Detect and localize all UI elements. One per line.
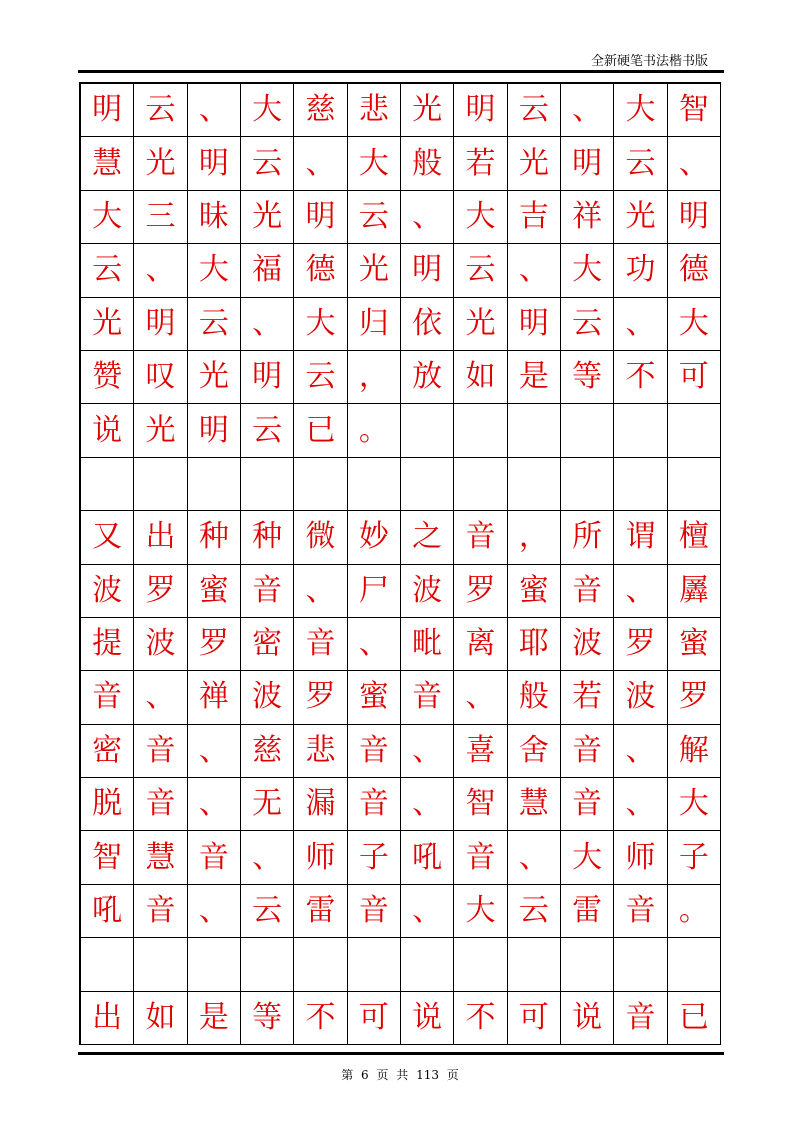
grid-cell — [81, 938, 134, 991]
grid-cell: 大 — [561, 244, 614, 297]
grid-cell — [134, 938, 187, 991]
grid-cell: 、 — [401, 725, 454, 778]
grid-cell: 吉 — [508, 191, 561, 244]
footer-rule — [78, 1052, 724, 1055]
grid-cell: 明 — [454, 84, 507, 137]
grid-cell: 无 — [241, 778, 294, 831]
grid-cell: 智 — [454, 778, 507, 831]
grid-cell — [508, 938, 561, 991]
grid-cell: 祥 — [561, 191, 614, 244]
grid-cell: 尸 — [348, 565, 401, 618]
grid-cell: 等 — [561, 351, 614, 404]
grid-cell: 、 — [401, 885, 454, 938]
grid-cell: 大 — [241, 84, 294, 137]
grid-cell: 光 — [81, 298, 134, 351]
grid-cell — [134, 458, 187, 511]
grid-cell: 、 — [614, 298, 667, 351]
grid-cell: 耶 — [508, 618, 561, 671]
grid-cell: 音 — [134, 885, 187, 938]
grid-cell: 、 — [614, 725, 667, 778]
grid-cell: 云 — [241, 885, 294, 938]
grid-cell: 德 — [668, 244, 721, 297]
grid-cell: 罗 — [188, 618, 241, 671]
grid-cell: 。 — [348, 404, 401, 457]
grid-cell: 、 — [241, 831, 294, 884]
grid-cell: 、 — [561, 84, 614, 137]
grid-cell: 光 — [241, 191, 294, 244]
grid-cell: 羼 — [668, 565, 721, 618]
grid-cell: 云 — [508, 84, 561, 137]
grid-cell: 音 — [348, 778, 401, 831]
grid-cell: 吼 — [401, 831, 454, 884]
grid-cell: 光 — [508, 137, 561, 190]
grid-cell — [508, 458, 561, 511]
grid-cell: 明 — [294, 191, 347, 244]
grid-cell: 波 — [561, 618, 614, 671]
grid-cell: 光 — [401, 84, 454, 137]
grid-cell: 音 — [401, 671, 454, 724]
grid-cell: 光 — [134, 404, 187, 457]
grid-cell: 光 — [348, 244, 401, 297]
grid-cell: 慈 — [294, 84, 347, 137]
grid-cell: 蜜 — [668, 618, 721, 671]
grid-cell — [561, 938, 614, 991]
grid-cell: 说 — [561, 992, 614, 1045]
grid-cell — [454, 458, 507, 511]
grid-cell: 慧 — [508, 778, 561, 831]
grid-cell — [454, 938, 507, 991]
grid-cell: 悲 — [348, 84, 401, 137]
grid-cell: 罗 — [454, 565, 507, 618]
grid-cell — [561, 404, 614, 457]
grid-cell: 音 — [134, 778, 187, 831]
grid-cell: 种 — [188, 511, 241, 564]
grid-cell: 、 — [134, 671, 187, 724]
grid-cell: 、 — [401, 778, 454, 831]
grid-cell: 明 — [241, 351, 294, 404]
grid-cell: 智 — [81, 831, 134, 884]
grid-cell: 音 — [348, 725, 401, 778]
grid-cell: 、 — [614, 565, 667, 618]
grid-cell: 悲 — [294, 725, 347, 778]
grid-cell: 不 — [454, 992, 507, 1045]
grid-cell: 明 — [134, 298, 187, 351]
grid-cell: 、 — [401, 191, 454, 244]
grid-cell: 如 — [454, 351, 507, 404]
grid-cell: 大 — [188, 244, 241, 297]
grid-cell: 提 — [81, 618, 134, 671]
grid-cell — [401, 938, 454, 991]
grid-cell: 、 — [614, 778, 667, 831]
grid-cell: 云 — [188, 298, 241, 351]
grid-cell: 谓 — [614, 511, 667, 564]
grid-cell: 可 — [508, 992, 561, 1045]
grid-cell: 漏 — [294, 778, 347, 831]
grid-cell: 喜 — [454, 725, 507, 778]
grid-cell: 云 — [81, 244, 134, 297]
grid-cell: 音 — [454, 511, 507, 564]
grid-cell: 云 — [454, 244, 507, 297]
grid-cell: 光 — [134, 137, 187, 190]
grid-cell — [614, 458, 667, 511]
grid-cell: 不 — [294, 992, 347, 1045]
grid-cell: 种 — [241, 511, 294, 564]
grid-cell: 禅 — [188, 671, 241, 724]
grid-cell: 、 — [188, 725, 241, 778]
grid-cell: 雷 — [294, 885, 347, 938]
grid-cell: ， — [508, 511, 561, 564]
grid-cell: 大 — [454, 191, 507, 244]
grid-cell: 大 — [668, 298, 721, 351]
grid-cell: 、 — [348, 618, 401, 671]
grid-cell: 音 — [81, 671, 134, 724]
grid-cell: 昧 — [188, 191, 241, 244]
grid-cell: 妙 — [348, 511, 401, 564]
grid-cell: 智 — [668, 84, 721, 137]
grid-cell: 大 — [561, 831, 614, 884]
grid-cell: 云 — [614, 137, 667, 190]
grid-cell: 叹 — [134, 351, 187, 404]
grid-cell — [241, 938, 294, 991]
grid-cell: 、 — [188, 778, 241, 831]
header-rule — [78, 70, 724, 73]
grid-cell: 罗 — [294, 671, 347, 724]
grid-cell: 波 — [134, 618, 187, 671]
grid-cell: 师 — [614, 831, 667, 884]
grid-cell: 、 — [508, 244, 561, 297]
grid-cell: 是 — [188, 992, 241, 1045]
grid-cell: 大 — [614, 84, 667, 137]
grid-cell: 、 — [508, 831, 561, 884]
grid-cell: 大 — [81, 191, 134, 244]
grid-cell: 音 — [561, 565, 614, 618]
grid-cell — [81, 458, 134, 511]
grid-cell — [294, 458, 347, 511]
grid-cell: 、 — [454, 671, 507, 724]
grid-cell: 吼 — [81, 885, 134, 938]
grid-cell — [668, 404, 721, 457]
grid-cell: 檀 — [668, 511, 721, 564]
grid-cell: ， — [348, 351, 401, 404]
grid-cell: 脱 — [81, 778, 134, 831]
grid-cell: 波 — [81, 565, 134, 618]
grid-cell: 慧 — [81, 137, 134, 190]
grid-cell — [508, 404, 561, 457]
grid-cell: 音 — [241, 565, 294, 618]
grid-cell: 密 — [81, 725, 134, 778]
grid-cell — [668, 458, 721, 511]
grid-cell — [561, 458, 614, 511]
grid-cell: 云 — [561, 298, 614, 351]
grid-cell: 又 — [81, 511, 134, 564]
grid-cell: 波 — [241, 671, 294, 724]
grid-cell: 音 — [614, 992, 667, 1045]
grid-cell: 之 — [401, 511, 454, 564]
grid-cell: 德 — [294, 244, 347, 297]
grid-cell: 大 — [348, 137, 401, 190]
grid-cell: 云 — [508, 885, 561, 938]
grid-cell: 、 — [668, 137, 721, 190]
grid-cell: 云 — [294, 351, 347, 404]
grid-cell: 明 — [668, 191, 721, 244]
grid-cell: 明 — [561, 137, 614, 190]
grid-cell: 大 — [454, 885, 507, 938]
grid-cell: 罗 — [134, 565, 187, 618]
grid-cell — [614, 404, 667, 457]
grid-cell: 波 — [614, 671, 667, 724]
grid-cell: 音 — [614, 885, 667, 938]
grid-cell: 云 — [241, 404, 294, 457]
grid-cell: 功 — [614, 244, 667, 297]
grid-cell: 蜜 — [188, 565, 241, 618]
grid-cell: 、 — [188, 84, 241, 137]
grid-cell — [454, 404, 507, 457]
grid-cell: 、 — [188, 885, 241, 938]
grid-cell — [294, 938, 347, 991]
grid-cell: 出 — [134, 511, 187, 564]
grid-cell: 若 — [561, 671, 614, 724]
grid-cell: 是 — [508, 351, 561, 404]
grid-cell: 赞 — [81, 351, 134, 404]
grid-cell: 明 — [401, 244, 454, 297]
grid-cell: 可 — [348, 992, 401, 1045]
grid-cell: 离 — [454, 618, 507, 671]
grid-cell: 已 — [294, 404, 347, 457]
grid-cell: 云 — [241, 137, 294, 190]
grid-cell: 音 — [294, 618, 347, 671]
grid-cell: 说 — [401, 992, 454, 1045]
grid-cell: 音 — [134, 725, 187, 778]
grid-cell: 若 — [454, 137, 507, 190]
grid-cell — [188, 458, 241, 511]
grid-cell: 。 — [668, 885, 721, 938]
grid-cell: 舍 — [508, 725, 561, 778]
grid-cell: 、 — [134, 244, 187, 297]
grid-cell: 蜜 — [348, 671, 401, 724]
grid-cell: 般 — [508, 671, 561, 724]
grid-cell: 、 — [294, 137, 347, 190]
grid-cell: 不 — [614, 351, 667, 404]
grid-cell: 三 — [134, 191, 187, 244]
grid-cell: 微 — [294, 511, 347, 564]
grid-cell: 雷 — [561, 885, 614, 938]
grid-cell: 子 — [348, 831, 401, 884]
grid-cell: 放 — [401, 351, 454, 404]
grid-cell: 明 — [188, 137, 241, 190]
grid-cell: 罗 — [668, 671, 721, 724]
header-title: 全新硬笔书法楷书版 — [590, 54, 708, 69]
grid-cell: 师 — [294, 831, 347, 884]
grid-cell: 归 — [348, 298, 401, 351]
grid-cell — [188, 938, 241, 991]
grid-cell — [668, 938, 721, 991]
grid-cell: 明 — [188, 404, 241, 457]
grid-cell — [241, 458, 294, 511]
grid-cell: 云 — [348, 191, 401, 244]
grid-cell: 音 — [561, 778, 614, 831]
grid-cell: 密 — [241, 618, 294, 671]
grid-cell: 音 — [454, 831, 507, 884]
grid-cell — [401, 458, 454, 511]
grid-cell: 明 — [508, 298, 561, 351]
grid-cell: 毗 — [401, 618, 454, 671]
grid-cell: 已 — [668, 992, 721, 1045]
grid-cell: 罗 — [614, 618, 667, 671]
grid-cell: 光 — [614, 191, 667, 244]
grid-cell — [401, 404, 454, 457]
grid-cell: 、 — [241, 298, 294, 351]
grid-cell: 可 — [668, 351, 721, 404]
grid-cell: 福 — [241, 244, 294, 297]
grid-cell: 音 — [188, 831, 241, 884]
grid-cell — [348, 938, 401, 991]
grid-cell: 光 — [188, 351, 241, 404]
grid-cell: 如 — [134, 992, 187, 1045]
grid-cell: 慧 — [134, 831, 187, 884]
grid-cell: 、 — [294, 565, 347, 618]
grid-cell: 大 — [294, 298, 347, 351]
grid-cell: 说 — [81, 404, 134, 457]
grid-cell: 光 — [454, 298, 507, 351]
grid-cell — [348, 458, 401, 511]
grid-cell: 出 — [81, 992, 134, 1045]
grid-cell: 般 — [401, 137, 454, 190]
grid-cell: 等 — [241, 992, 294, 1045]
calligraphy-grid — [79, 82, 721, 1045]
grid-cell: 子 — [668, 831, 721, 884]
grid-cell: 依 — [401, 298, 454, 351]
grid-cell: 明 — [81, 84, 134, 137]
grid-cell: 音 — [348, 885, 401, 938]
grid-cell: 蜜 — [508, 565, 561, 618]
grid-cell: 波 — [401, 565, 454, 618]
grid-cell: 解 — [668, 725, 721, 778]
grid-cell — [614, 938, 667, 991]
grid-cell: 慈 — [241, 725, 294, 778]
grid-cell: 云 — [134, 84, 187, 137]
page-number: 第 6 页 共 113 页 — [341, 1068, 459, 1082]
grid-cell: 所 — [561, 511, 614, 564]
grid-cell: 大 — [668, 778, 721, 831]
grid-cell: 音 — [561, 725, 614, 778]
